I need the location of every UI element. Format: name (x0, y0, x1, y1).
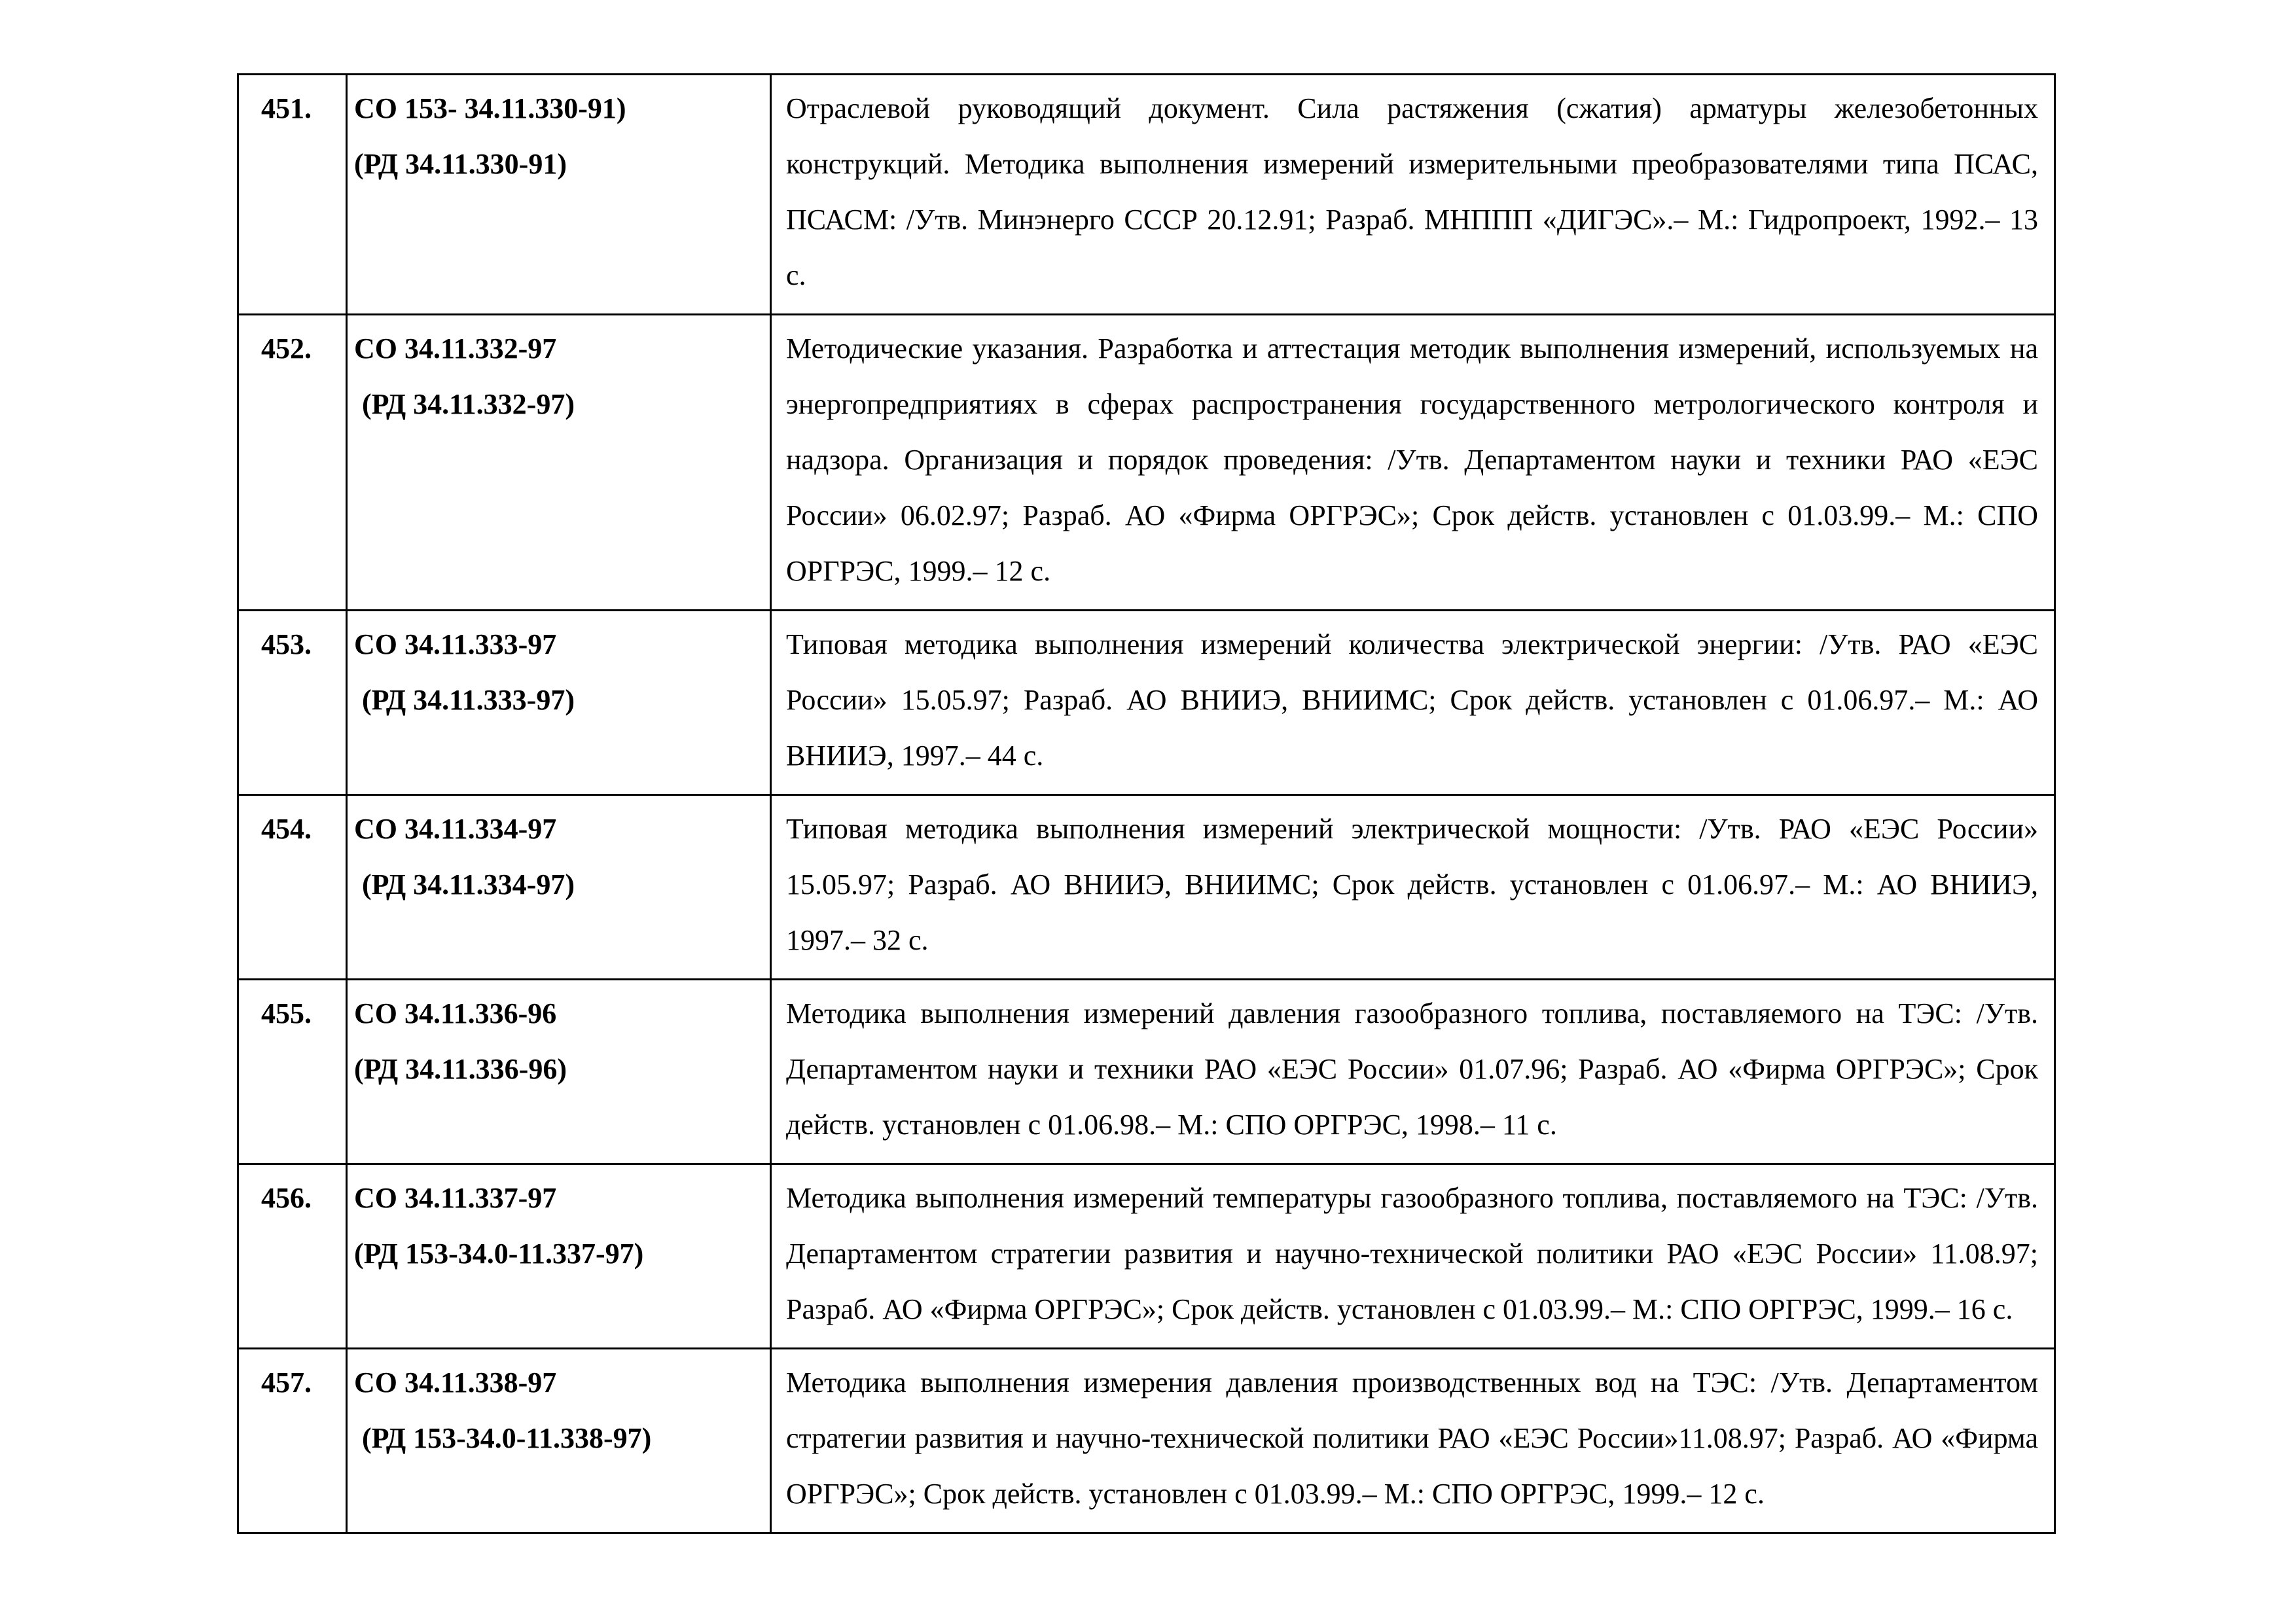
document-code: СО 34.11.338-97 (354, 1366, 557, 1399)
document-description: Методика выполнения измерения давления производственных вод на ТЭС: /Утв. Департаментом стратегии развития и научно-технической политики РАО «ЕЭС России»11.08.97; Разраб. АО «Фирма ОРГРЭС»; Срок действ. установлен с 01.03.99.– М.: СПО ОРГРЭС, 1999.– 12 с. (771, 1349, 2055, 1533)
document-code-cell (347, 1349, 771, 1533)
document-code-cell (347, 980, 771, 1164)
table-row (238, 315, 2055, 611)
document-code-cell (347, 75, 771, 315)
document-code-cell (347, 795, 771, 980)
entry-number: 451. (238, 75, 347, 315)
document-alt-code: (РД 34.11.332-97) (362, 388, 575, 420)
table-row (238, 75, 2055, 315)
document-code-cell (347, 1164, 771, 1349)
document-description: Отраслевой руководящий документ. Сила растяжения (сжатия) арматуры железобетонных конструкций. Методика выполнения измерений измерительными преобразователями типа ПСАС, ПСАСМ: /Утв. Минэнерго СССР 20.12.91; Разраб. МНППП «ДИГЭС».– М.: Гидропроект, 1992.– 13 с. (771, 75, 2055, 315)
table-row (238, 980, 2055, 1164)
entry-number: 453. (238, 611, 347, 795)
table-row (238, 611, 2055, 795)
entry-number: 456. (238, 1164, 347, 1349)
document-description: Типовая методика выполнения измерений электрической мощности: /Утв. РАО «ЕЭС России» 15.05.97; Разраб. АО ВНИИЭ, ВНИИМС; Срок действ. установлен с 01.06.97.– М.: АО ВНИИЭ, 1997.– 32 с. (771, 795, 2055, 980)
document-code: СО 34.11.333-97 (354, 628, 557, 660)
table-row (238, 795, 2055, 980)
document-code: СО 34.11.332-97 (354, 332, 557, 365)
table-row (238, 1349, 2055, 1533)
entry-number: 454. (238, 795, 347, 980)
document-code: СО 34.11.337-97 (354, 1182, 557, 1214)
document-description: Методика выполнения измерений давления газообразного топлива, поставляемого на ТЭС: /Утв. Департаментом науки и техники РАО «ЕЭС России» 01.07.96; Разраб. АО «Фирма ОРГРЭС»; Срок действ. установлен с 01.06.98.– М.: СПО ОРГРЭС, 1998.– 11 с. (771, 980, 2055, 1164)
document-alt-code: (РД 34.11.333-97) (362, 684, 575, 716)
document-alt-code: (РД 34.11.334-97) (362, 868, 575, 901)
document-table (237, 73, 2056, 1534)
document-code-cell (347, 315, 771, 611)
document-alt-code: (РД 34.11.330-91) (354, 148, 567, 180)
entry-number: 457. (238, 1349, 347, 1533)
document-description: Типовая методика выполнения измерений количества электрической энергии: /Утв. РАО «ЕЭС России» 15.05.97; Разраб. АО ВНИИЭ, ВНИИМС; Срок действ. установлен с 01.06.97.– М.: АО ВНИИЭ, 1997.– 44 с. (771, 611, 2055, 795)
document-description: Методические указания. Разработка и аттестация методик выполнения измерений, используемых на энергопредприятиях в сферах распространения государственного метрологического контроля и надзора. Организация и порядок проведения: /Утв. Департаментом науки и техники РАО «ЕЭС России» 06.02.97; Разраб. АО «Фирма ОРГРЭС»; Срок действ. установлен с 01.03.99.– М.: СПО ОРГРЭС, 1999.– 12 с. (771, 315, 2055, 611)
document-alt-code: (РД 34.11.336-96) (354, 1053, 567, 1085)
document-alt-code: (РД 153-34.0-11.338-97) (362, 1422, 652, 1454)
document-description: Методика выполнения измерений температуры газообразного топлива, поставляемого на ТЭС: /Утв. Департаментом стратегии развития и научно-технической политики РАО «ЕЭС России» 11.08.97; Разраб. АО «Фирма ОРГРЭС»; Срок действ. установлен с 01.03.99.– М.: СПО ОРГРЭС, 1999.– 16 с. (771, 1164, 2055, 1349)
document-code: СО 34.11.336-96 (354, 997, 557, 1029)
document-code: СО 34.11.334-97 (354, 813, 557, 845)
document-alt-code: (РД 153-34.0-11.337-97) (354, 1238, 644, 1270)
table-row (238, 1164, 2055, 1349)
document-code-cell (347, 611, 771, 795)
entry-number: 452. (238, 315, 347, 611)
entry-number: 455. (238, 980, 347, 1164)
document-code: СО 153- 34.11.330-91) (354, 92, 626, 124)
